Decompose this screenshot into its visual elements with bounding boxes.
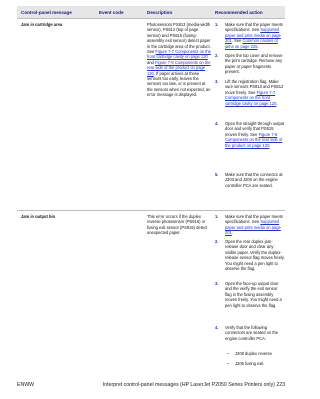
step-number: 3. xyxy=(215,79,219,84)
action-step xyxy=(215,22,285,49)
footer-left: ENWW xyxy=(17,382,34,388)
table-row xyxy=(17,210,285,377)
supported-paper-link[interactable]: Supported paper and print media on page 201 xyxy=(225,219,281,236)
step-text: Open the rear duplex jam-release door and clear any visible paper. Verify the duplex-release sensor flag moves freely. You might need a pen light to observe the flag. xyxy=(225,239,285,272)
step-text: Open the straight-through output door and verify that PS815 moves freely. See xyxy=(225,121,285,137)
action-step xyxy=(215,121,285,148)
step-number: 4. xyxy=(215,325,219,330)
bullet-text: J206 fusing exit xyxy=(235,361,264,366)
action-step xyxy=(215,214,285,236)
step-text: . xyxy=(269,142,271,148)
supported-paper-link[interactable]: Supported paper and print media on page 201 xyxy=(225,27,281,44)
table-header xyxy=(17,6,285,18)
description-text: This error occurs if the duplex reverse photosensor (PS816) or fusing exit sensor (PS815) detect unexpected paper. xyxy=(147,214,208,236)
description-text: . If paper arrives at these sensors too early, leaves the sensors too late, or is present at the sensors when not expected, an error message is displayed. xyxy=(147,70,211,98)
action-step xyxy=(215,53,285,75)
step-text: . xyxy=(231,230,233,236)
description-cell xyxy=(147,22,211,98)
step-text: . See xyxy=(231,38,243,44)
header-event-code: Event code xyxy=(99,9,124,15)
step-number: 2. xyxy=(215,239,219,244)
figure-7-8-link[interactable]: Figure 7-8 Components on the rear side of the product on page 120 xyxy=(147,59,211,76)
figure-7-7-link[interactable]: Figure 7-7 Components on the front cartridge cavity on page 120 xyxy=(147,49,211,60)
action-step xyxy=(215,79,285,106)
control-panel-message-table xyxy=(17,6,285,366)
step-text: . xyxy=(276,100,278,106)
step-number: 1. xyxy=(215,214,219,219)
step-number: 4. xyxy=(215,121,219,126)
bullet-item xyxy=(227,361,287,366)
action-step xyxy=(215,172,285,188)
header-description: Description xyxy=(147,9,173,15)
figure-7-8-link[interactable]: Figure 7-8 Components on the rear side of the product on page 120 xyxy=(225,131,283,148)
step-text: Make sure that the connector at J203 and J206 on the engine controller PCA are seated. xyxy=(225,172,283,188)
step-number: 2. xyxy=(215,53,219,58)
step-number: 1. xyxy=(215,22,219,27)
step-text: Lift the registration flag. Make sure sensors PS813 and PS812 move freely. See xyxy=(225,79,284,95)
action-step xyxy=(215,281,285,308)
action-step xyxy=(215,325,285,341)
message-jam-in-cartridge-area: Jam in cartridge area xyxy=(21,22,63,27)
step-text: Open the face-up output door and the verify the exit sensor flag in the fusing assembly moves freely. You might need a pen light to observe the flag. xyxy=(225,281,282,308)
step-text: Make sure that the paper meets specifications. See xyxy=(225,22,283,33)
message-jam-in-output-bin: Jam in output bin xyxy=(21,214,56,219)
description-cell xyxy=(147,214,211,236)
step-text: Open the top cover and remove the print cartridge. Remove any paper or paper fragments present. xyxy=(225,53,283,75)
table-row xyxy=(17,18,285,211)
common-causes-of-jams-link[interactable]: Common causes of jams on page 225 xyxy=(225,38,278,49)
figure-7-7-link[interactable]: Figure 7-7 Components on the front cartridge cavity on page 120 xyxy=(225,89,277,106)
description-text: Photosensors PS813 (media-width sensor), PS812 (top of page sensor) and PS815 (fusing-assembly exit sensor) detect paper in the cartridge area of the product. See xyxy=(147,22,211,55)
bullet-icon: – xyxy=(227,351,230,356)
header-recommended-action: Recommended action xyxy=(215,9,263,15)
footer-right: Interpret control-panel messages (HP LaserJet P2050 Series Printers only) 223 xyxy=(102,382,285,388)
bullet-item xyxy=(227,351,287,356)
step-text: Verify that the following connectors are seated on the engine controller PCA: xyxy=(225,325,279,341)
action-step xyxy=(215,239,285,271)
bullet-text: J208 duplex reverse xyxy=(235,351,272,356)
step-text: . xyxy=(257,43,259,49)
description-text: and xyxy=(147,59,155,65)
step-number: 3. xyxy=(215,281,219,286)
header-control-panel-message: Control-panel message xyxy=(21,9,72,15)
bullet-icon: – xyxy=(227,361,230,366)
step-text: Make sure that the paper meets specifications. See xyxy=(225,214,283,225)
step-number: 5. xyxy=(215,172,219,177)
